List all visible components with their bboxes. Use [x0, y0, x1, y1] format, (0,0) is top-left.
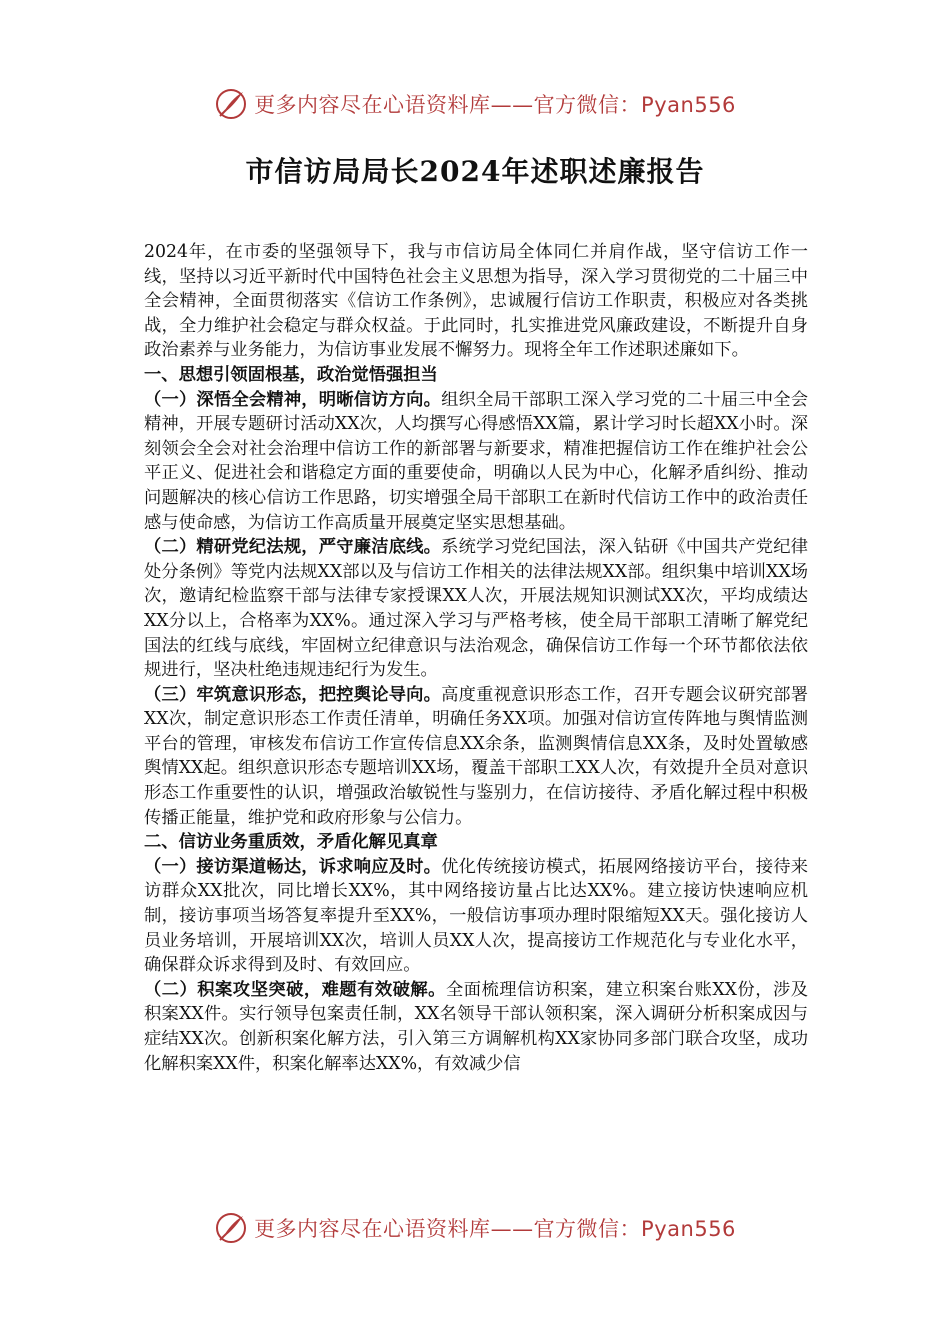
paragraph-text: 全面梳理信访积案，建立积案台账XX份，涉及积案XX件。实行领导包案责任制，XX名领导干部认领积案，深入调研分析积案成因与症结XX次。创新积案化解方法，引入第三方调解机构XX家协同多部门联合攻坚，成功化解积案XX件，积案化解率达XX%，有效减少信 [144, 979, 808, 1074]
section-heading: 二、信访业务重质效，矛盾化解见真章 [144, 832, 438, 853]
watermark-separator: —— [490, 93, 534, 117]
intro-paragraph: 2024年，在市委的坚强领导下，我与市信访局全体同仁并肩作战，坚守信访工作一线，坚持以习近平新时代中国特色社会主义思想为指导，深入学习贯彻党的二十届三中全会精神，全面贯彻落实《信访工作条例》，忠诚履行信访工作职责，积极应对各类挑战，全力维护社会稳定与群众权益。于此同时，扎实推进党风廉政建设，不断提升自身政治素养与业务能力，为信访事业发展不懈努力。现将全年工作述职述廉如下。 [144, 242, 808, 361]
feather-pen-logo-icon [214, 87, 248, 121]
section-heading: 一、思想引领固根基，政治觉悟强担当 [144, 364, 438, 385]
paragraph-lead: （一）接访渠道畅达，诉求响应及时。 [144, 856, 442, 877]
body-paragraph [144, 855, 808, 978]
watermark-text: 更多内容尽在心语资料库 [254, 93, 491, 117]
paragraph-lead: （二）积案攻坚突破，难题有效破解。 [144, 979, 446, 1000]
watermark-suffix: 官方微信：Pyan556 [533, 1217, 736, 1241]
paragraph-text: 系统学习党纪国法，深入钻研《中国共产党纪律处分条例》等党内法规XX部以及与信访工作相关的法律法规XX部。组织集中培训XX场次，邀请纪检监察干部与法律专家授课XX人次，开展法规知识测试XX次，平均成绩达XX分以上，合格率为XX%。通过深入学习与严格考核，使全局干部职工清晰了解党纪国法的红线与底线，牢固树立纪律意识与法治观念，确保信访工作每一个环节都依法依规进行，坚决杜绝违规违纪行为发生。 [144, 537, 808, 681]
document-body [144, 240, 808, 1076]
footer-watermark [0, 1208, 950, 1248]
paragraph-lead: （二）精研党纪法规，严守廉洁底线。 [144, 537, 442, 558]
body-paragraph [144, 535, 808, 683]
paragraph-text: 组织全局干部职工深入学习党的二十届三中全会精神，开展专题研讨活动XX次，人均撰写心得感悟XX篇，累计学习时长超XX小时。深刻领会全会对社会治理中信访工作的新部署与新要求，精准把握信访工作在维护社会公平正义、促进社会和谐稳定方面的重要使命，明确以人民为中心，化解矛盾纠纷、推动问题解决的核心信访工作思路，切实增强全局干部职工在新时代信访工作中的政治责任感与使命感，为信访工作高质量开展奠定坚实思想基础。 [144, 389, 808, 533]
paragraph-text: 优化传统接访模式，拓展网络接访平台，接待来访群众XX批次，同比增长XX%，其中网络接访量占比达XX%。建立接访快速响应机制，接访事项当场答复率提升至XX%，一般信访事项办理时限缩短XX天。强化接访人员业务培训，开展培训XX次，培训人员XX人次，提高接访工作规范化与专业化水平，确保群众诉求得到及时、有效回应。 [144, 856, 808, 976]
paragraph-text: 高度重视意识形态工作，召开专题会议研究部署XX次，制定意识形态工作责任清单，明确任务XX项。加强对信访宣传阵地与舆情监测平台的管理，审核发布信访工作宣传信息XX余条，监测舆情信息XX条，及时处置敏感舆情XX起。组织意识形态专题培训XX场，覆盖干部职工XX人次，有效提升全员对意识形态工作重要性的认识，增强政治敏锐性与鉴别力，在信访接待、矛盾化解过程中积极传播正能量，维护党和政府形象与公信力。 [144, 684, 808, 828]
paragraph-lead: （一）深悟全会精神，明晰信访方向。 [144, 389, 442, 410]
watermark-text: 更多内容尽在心语资料库 [254, 1217, 491, 1241]
document-title: 市信访局局长2024年述职述廉报告 [245, 155, 705, 188]
watermark-separator: —— [490, 1217, 534, 1241]
body-paragraph [144, 978, 808, 1076]
header-watermark [0, 84, 950, 124]
body-paragraph [144, 388, 808, 536]
watermark-suffix: 官方微信：Pyan556 [533, 93, 736, 117]
body-paragraph [144, 683, 808, 831]
paragraph-lead: （三）牢筑意识形态，把控舆论导向。 [144, 684, 442, 705]
feather-pen-logo-icon [214, 1211, 248, 1245]
